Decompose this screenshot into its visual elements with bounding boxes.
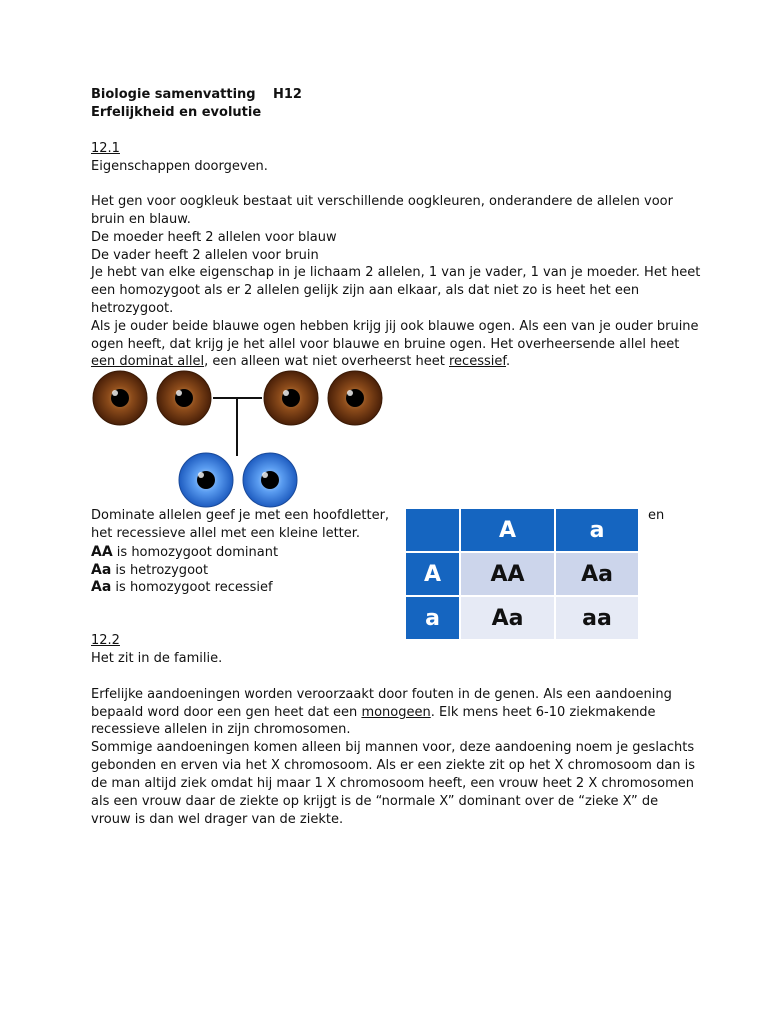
paragraph-line: als een vrouw daar de ziekte op krijgt is de “normale X” dominant over de “zieke X” de <box>91 794 659 809</box>
paragraph-line: gebonden en erven via het X chromosoom. Als er een ziekte zit op het X chromosoom dan is <box>91 758 696 773</box>
paragraph-line: het recessieve allel met een kleine letter. <box>91 526 361 541</box>
brown-eye-icon <box>328 371 382 425</box>
genotype-line: Aa is homozygoot recessief <box>91 579 273 595</box>
punnett-cell: Aa <box>555 552 639 596</box>
term-dominant-allel: een dominat allel <box>91 354 205 369</box>
genotype-line: AA is homozygoot dominant <box>91 544 279 560</box>
paragraph-line: Dominate allelen geef je met een hoofdletter, <box>91 508 390 523</box>
section-number-12-1: 12.1 <box>91 141 120 156</box>
section-heading-12-1: Eigenschappen doorgeven. <box>91 159 268 174</box>
punnett-square <box>404 507 640 641</box>
blue-eye-icon <box>179 453 233 507</box>
paragraph-line: Als je ouder beide blauwe ogen hebben krijg jij ook blauwe ogen. Als een van je ouder bruine <box>91 319 699 334</box>
punnett-cell: aa <box>555 596 639 640</box>
paragraph-line: een dominat allel, een alleen wat niet overheerst heet recessief. <box>91 354 511 369</box>
genotype-code: Aa <box>91 562 112 578</box>
chapter-label: H12 <box>273 87 302 102</box>
brown-eye-icon <box>157 371 211 425</box>
paragraph-line: Je hebt van elke eigenschap in je lichaam 2 allelen, 1 van je vader, 1 van je moeder. Het heet <box>91 265 701 280</box>
punnett-col-header: a <box>555 508 639 552</box>
paragraph-line: Het gen voor oogkleuk bestaat uit verschillende oogkleuren, onderandere de allelen voor <box>91 194 673 209</box>
section-number-12-2: 12.2 <box>91 633 120 648</box>
paragraph-line: Sommige aandoeningen komen alleen bij mannen voor, deze aandoening noem je geslachts <box>91 740 695 755</box>
brown-eye-icon <box>93 371 147 425</box>
document-title: Biologie samenvatting <box>91 87 256 102</box>
punnett-cell: AA <box>460 552 555 596</box>
blue-eye-icon <box>243 453 297 507</box>
punnett-cell: Aa <box>460 596 555 640</box>
paragraph-line: De moeder heeft 2 allelen voor blauw <box>91 230 337 245</box>
punnett-row-header: A <box>405 552 460 596</box>
paragraph-line: de man altijd ziek omdat hij maar 1 X chromosoom heeft, een vrouw heet 2 X chromosomen <box>91 776 695 791</box>
paragraph-line: Erfelijke aandoeningen worden veroorzaakt door fouten in de genen. Als een aandoening <box>91 687 672 702</box>
term-recessief: recessief <box>449 354 506 369</box>
paragraph-line: vrouw is dan wel drager van de ziekte. <box>91 812 344 827</box>
paragraph-line: bruin en blauw. <box>91 212 191 227</box>
paragraph-line: hetrozygoot. <box>91 301 174 316</box>
paragraph-line-end: en <box>648 508 665 523</box>
paragraph-line: De vader heeft 2 allelen voor bruin <box>91 248 319 263</box>
paragraph-line: een homozygoot als er 2 allelen gelijk zijn aan elkaar, als dat niet zo is heet het een <box>91 283 640 298</box>
punnett-corner <box>405 508 460 552</box>
paragraph-line: ogen heeft, dat krijg je het allel voor blauwe en bruine ogen. Het overheersende allel heet <box>91 337 680 352</box>
paragraph-line: bepaald word door een gen heet dat een monogeen. Elk mens heet 6-10 ziekmakende <box>91 705 656 720</box>
brown-eye-icon <box>264 371 318 425</box>
term-monogeen: monogeen <box>361 705 431 720</box>
punnett-col-header: A <box>460 508 555 552</box>
paragraph-line: recessieve allelen in zijn chromosomen. <box>91 722 351 737</box>
genotype-line: Aa is hetrozygoot <box>91 562 209 578</box>
document-subtitle: Erfelijkheid en evolutie <box>91 105 262 120</box>
section-heading-12-2: Het zit in de familie. <box>91 651 223 666</box>
punnett-row-header: a <box>405 596 460 640</box>
genotype-code: Aa <box>91 579 112 595</box>
genotype-code: AA <box>91 544 113 560</box>
